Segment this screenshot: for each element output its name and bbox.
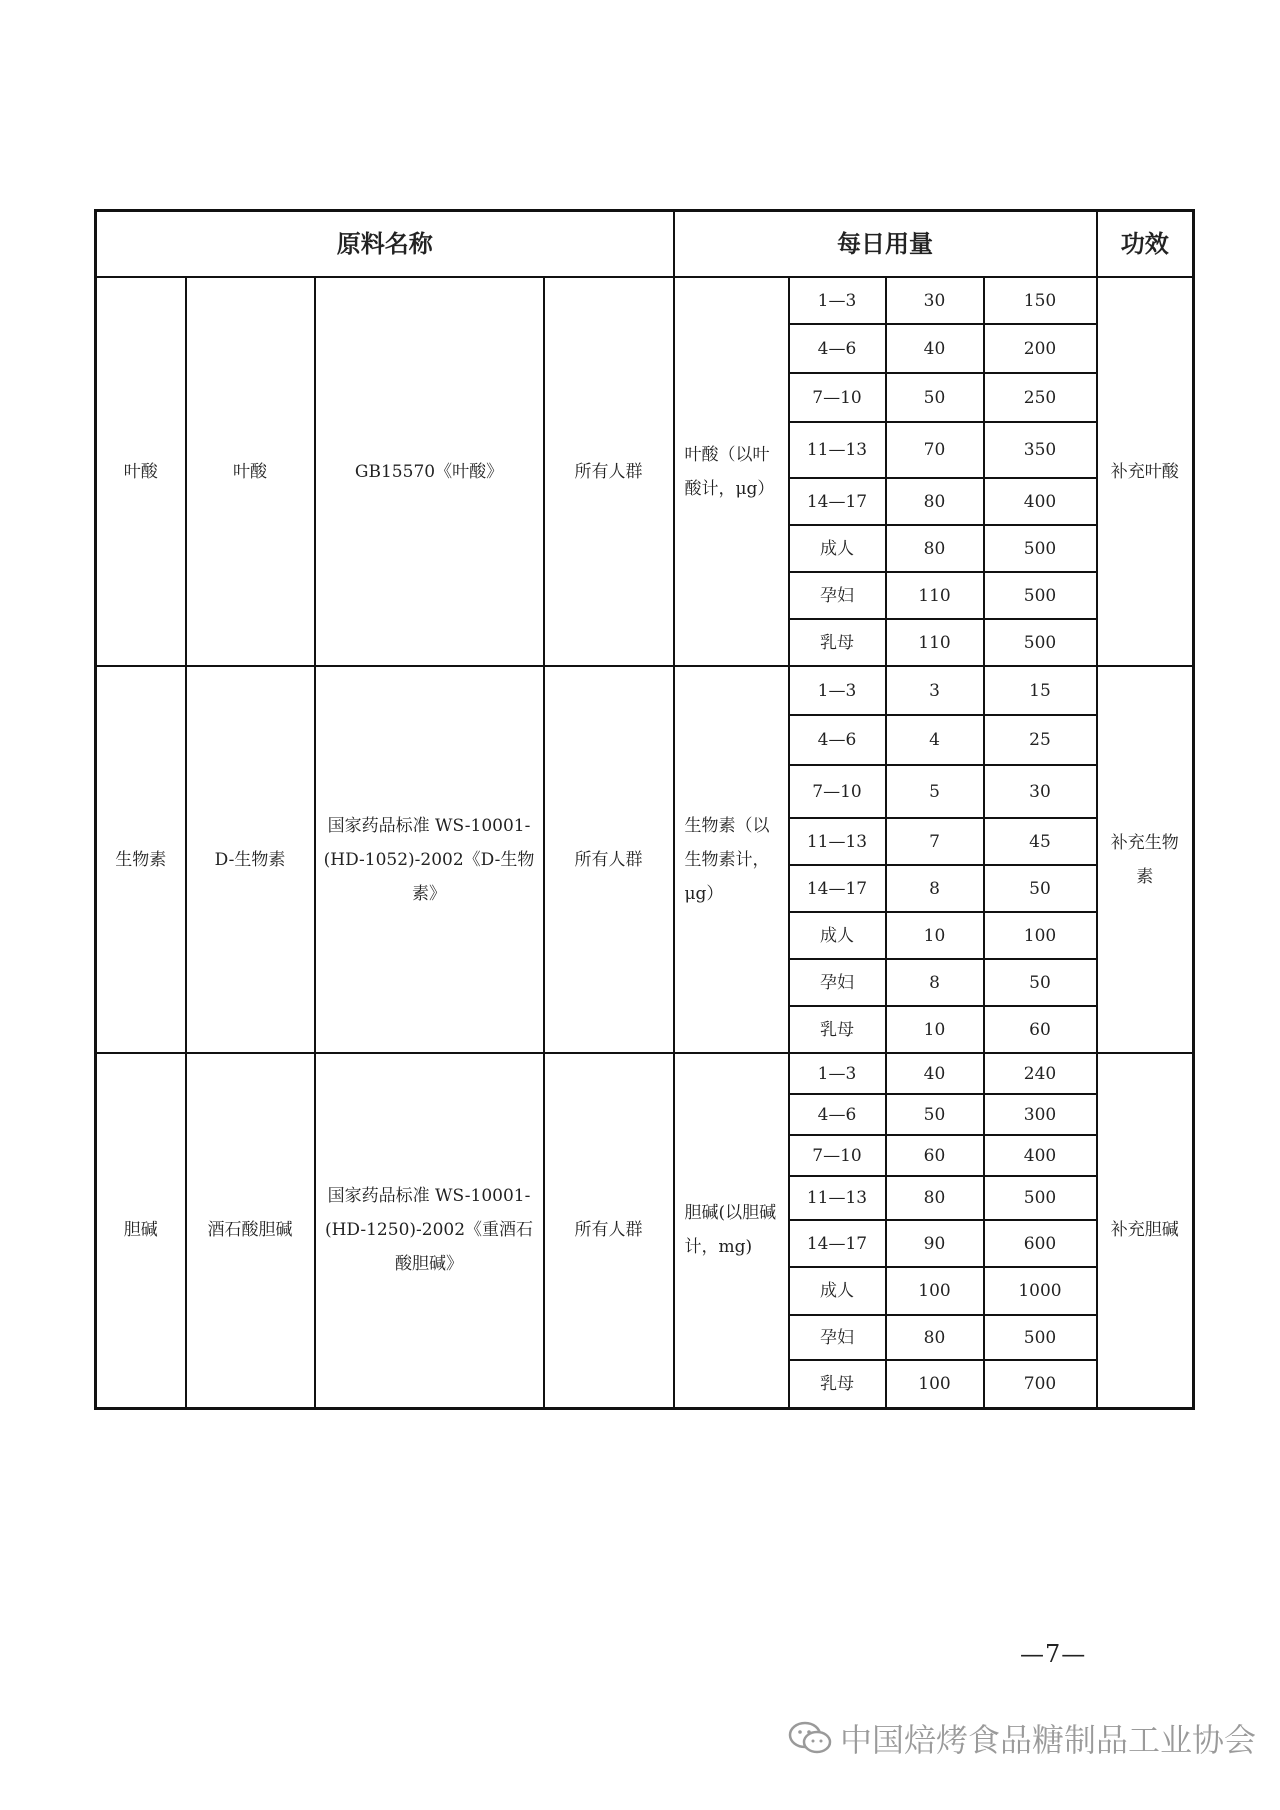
age-group-cell: 7—10 bbox=[789, 1135, 886, 1176]
max-dose-cell: 45 bbox=[984, 818, 1097, 865]
age-group-cell: 成人 bbox=[789, 525, 886, 572]
header-daily-dosage: 每日用量 bbox=[674, 211, 1097, 278]
population-cell: 所有人群 bbox=[544, 277, 674, 666]
efficacy-cell: 补充生物素 bbox=[1097, 666, 1194, 1053]
min-dose-cell: 10 bbox=[886, 912, 984, 959]
material-name-cell: 叶酸 bbox=[96, 277, 186, 666]
compound-name-cell: 叶酸 bbox=[186, 277, 315, 666]
min-dose-cell: 100 bbox=[886, 1267, 984, 1315]
age-group-cell: 11—13 bbox=[789, 422, 886, 478]
min-dose-cell: 60 bbox=[886, 1135, 984, 1176]
table-row bbox=[96, 1053, 1194, 1094]
max-dose-cell: 240 bbox=[984, 1053, 1097, 1094]
min-dose-cell: 8 bbox=[886, 865, 984, 912]
age-group-cell: 7—10 bbox=[789, 373, 886, 422]
dosage-unit-cell: 叶酸（以叶酸计，μg） bbox=[674, 277, 789, 666]
max-dose-cell: 500 bbox=[984, 619, 1097, 666]
table-row bbox=[96, 277, 1194, 324]
age-group-cell: 7—10 bbox=[789, 765, 886, 818]
min-dose-cell: 30 bbox=[886, 277, 984, 324]
table-row bbox=[96, 666, 1194, 715]
min-dose-cell: 50 bbox=[886, 373, 984, 422]
min-dose-cell: 110 bbox=[886, 619, 984, 666]
watermark-text: 中国焙烤食品糖制品工业协会 bbox=[840, 1721, 1257, 1759]
min-dose-cell: 8 bbox=[886, 959, 984, 1006]
age-group-cell: 乳母 bbox=[789, 1006, 886, 1053]
age-group-cell: 14—17 bbox=[789, 478, 886, 525]
age-group-cell: 14—17 bbox=[789, 1220, 886, 1267]
max-dose-cell: 50 bbox=[984, 959, 1097, 1006]
max-dose-cell: 15 bbox=[984, 666, 1097, 715]
header-efficacy: 功效 bbox=[1097, 211, 1194, 278]
age-group-cell: 乳母 bbox=[789, 619, 886, 666]
min-dose-cell: 80 bbox=[886, 525, 984, 572]
min-dose-cell: 100 bbox=[886, 1360, 984, 1408]
min-dose-cell: 7 bbox=[886, 818, 984, 865]
age-group-cell: 成人 bbox=[789, 1267, 886, 1315]
max-dose-cell: 500 bbox=[984, 1315, 1097, 1360]
min-dose-cell: 10 bbox=[886, 1006, 984, 1053]
max-dose-cell: 200 bbox=[984, 324, 1097, 373]
compound-name-cell: 酒石酸胆碱 bbox=[186, 1053, 315, 1408]
max-dose-cell: 100 bbox=[984, 912, 1097, 959]
watermark bbox=[788, 1715, 1256, 1761]
max-dose-cell: 500 bbox=[984, 1176, 1097, 1220]
age-group-cell: 11—13 bbox=[789, 818, 886, 865]
material-name-cell: 生物素 bbox=[96, 666, 186, 1053]
max-dose-cell: 1000 bbox=[984, 1267, 1097, 1315]
max-dose-cell: 400 bbox=[984, 478, 1097, 525]
standard-cell: 国家药品标准 WS-10001-(HD-1250)-2002《重酒石酸胆碱》 bbox=[315, 1053, 544, 1408]
max-dose-cell: 50 bbox=[984, 865, 1097, 912]
max-dose-cell: 700 bbox=[984, 1360, 1097, 1408]
max-dose-cell: 60 bbox=[984, 1006, 1097, 1053]
dosage-unit-cell: 胆碱(以胆碱计，mg) bbox=[674, 1053, 789, 1408]
age-group-cell: 4—6 bbox=[789, 715, 886, 765]
min-dose-cell: 4 bbox=[886, 715, 984, 765]
standard-cell: GB15570《叶酸》 bbox=[315, 277, 544, 666]
min-dose-cell: 80 bbox=[886, 1176, 984, 1220]
min-dose-cell: 3 bbox=[886, 666, 984, 715]
max-dose-cell: 25 bbox=[984, 715, 1097, 765]
efficacy-cell: 补充胆碱 bbox=[1097, 1053, 1194, 1408]
min-dose-cell: 110 bbox=[886, 572, 984, 619]
age-group-cell: 孕妇 bbox=[789, 959, 886, 1006]
age-group-cell: 1—3 bbox=[789, 1053, 886, 1094]
age-group-cell: 14—17 bbox=[789, 865, 886, 912]
age-group-cell: 孕妇 bbox=[789, 1315, 886, 1360]
material-name-cell: 胆碱 bbox=[96, 1053, 186, 1408]
max-dose-cell: 600 bbox=[984, 1220, 1097, 1267]
population-cell: 所有人群 bbox=[544, 666, 674, 1053]
age-group-cell: 4—6 bbox=[789, 324, 886, 373]
min-dose-cell: 50 bbox=[886, 1094, 984, 1135]
ingredient-table bbox=[94, 209, 1195, 1410]
max-dose-cell: 400 bbox=[984, 1135, 1097, 1176]
min-dose-cell: 40 bbox=[886, 324, 984, 373]
population-cell: 所有人群 bbox=[544, 1053, 674, 1408]
min-dose-cell: 40 bbox=[886, 1053, 984, 1094]
age-group-cell: 1—3 bbox=[789, 277, 886, 324]
age-group-cell: 11—13 bbox=[789, 1176, 886, 1220]
wechat-icon bbox=[788, 1720, 832, 1756]
header-material-name: 原料名称 bbox=[96, 211, 674, 278]
min-dose-cell: 80 bbox=[886, 478, 984, 525]
min-dose-cell: 5 bbox=[886, 765, 984, 818]
max-dose-cell: 350 bbox=[984, 422, 1097, 478]
max-dose-cell: 500 bbox=[984, 525, 1097, 572]
efficacy-cell: 补充叶酸 bbox=[1097, 277, 1194, 666]
page-number: —7— bbox=[1020, 1640, 1087, 1668]
max-dose-cell: 300 bbox=[984, 1094, 1097, 1135]
compound-name-cell: D-生物素 bbox=[186, 666, 315, 1053]
min-dose-cell: 90 bbox=[886, 1220, 984, 1267]
age-group-cell: 孕妇 bbox=[789, 572, 886, 619]
min-dose-cell: 80 bbox=[886, 1315, 984, 1360]
max-dose-cell: 500 bbox=[984, 572, 1097, 619]
table-header-row bbox=[96, 211, 1194, 278]
standard-cell: 国家药品标准 WS-10001-(HD-1052)-2002《D-生物素》 bbox=[315, 666, 544, 1053]
age-group-cell: 4—6 bbox=[789, 1094, 886, 1135]
dosage-unit-cell: 生物素（以生物素计，μg） bbox=[674, 666, 789, 1053]
age-group-cell: 1—3 bbox=[789, 666, 886, 715]
max-dose-cell: 150 bbox=[984, 277, 1097, 324]
max-dose-cell: 250 bbox=[984, 373, 1097, 422]
max-dose-cell: 30 bbox=[984, 765, 1097, 818]
age-group-cell: 乳母 bbox=[789, 1360, 886, 1408]
min-dose-cell: 70 bbox=[886, 422, 984, 478]
age-group-cell: 成人 bbox=[789, 912, 886, 959]
